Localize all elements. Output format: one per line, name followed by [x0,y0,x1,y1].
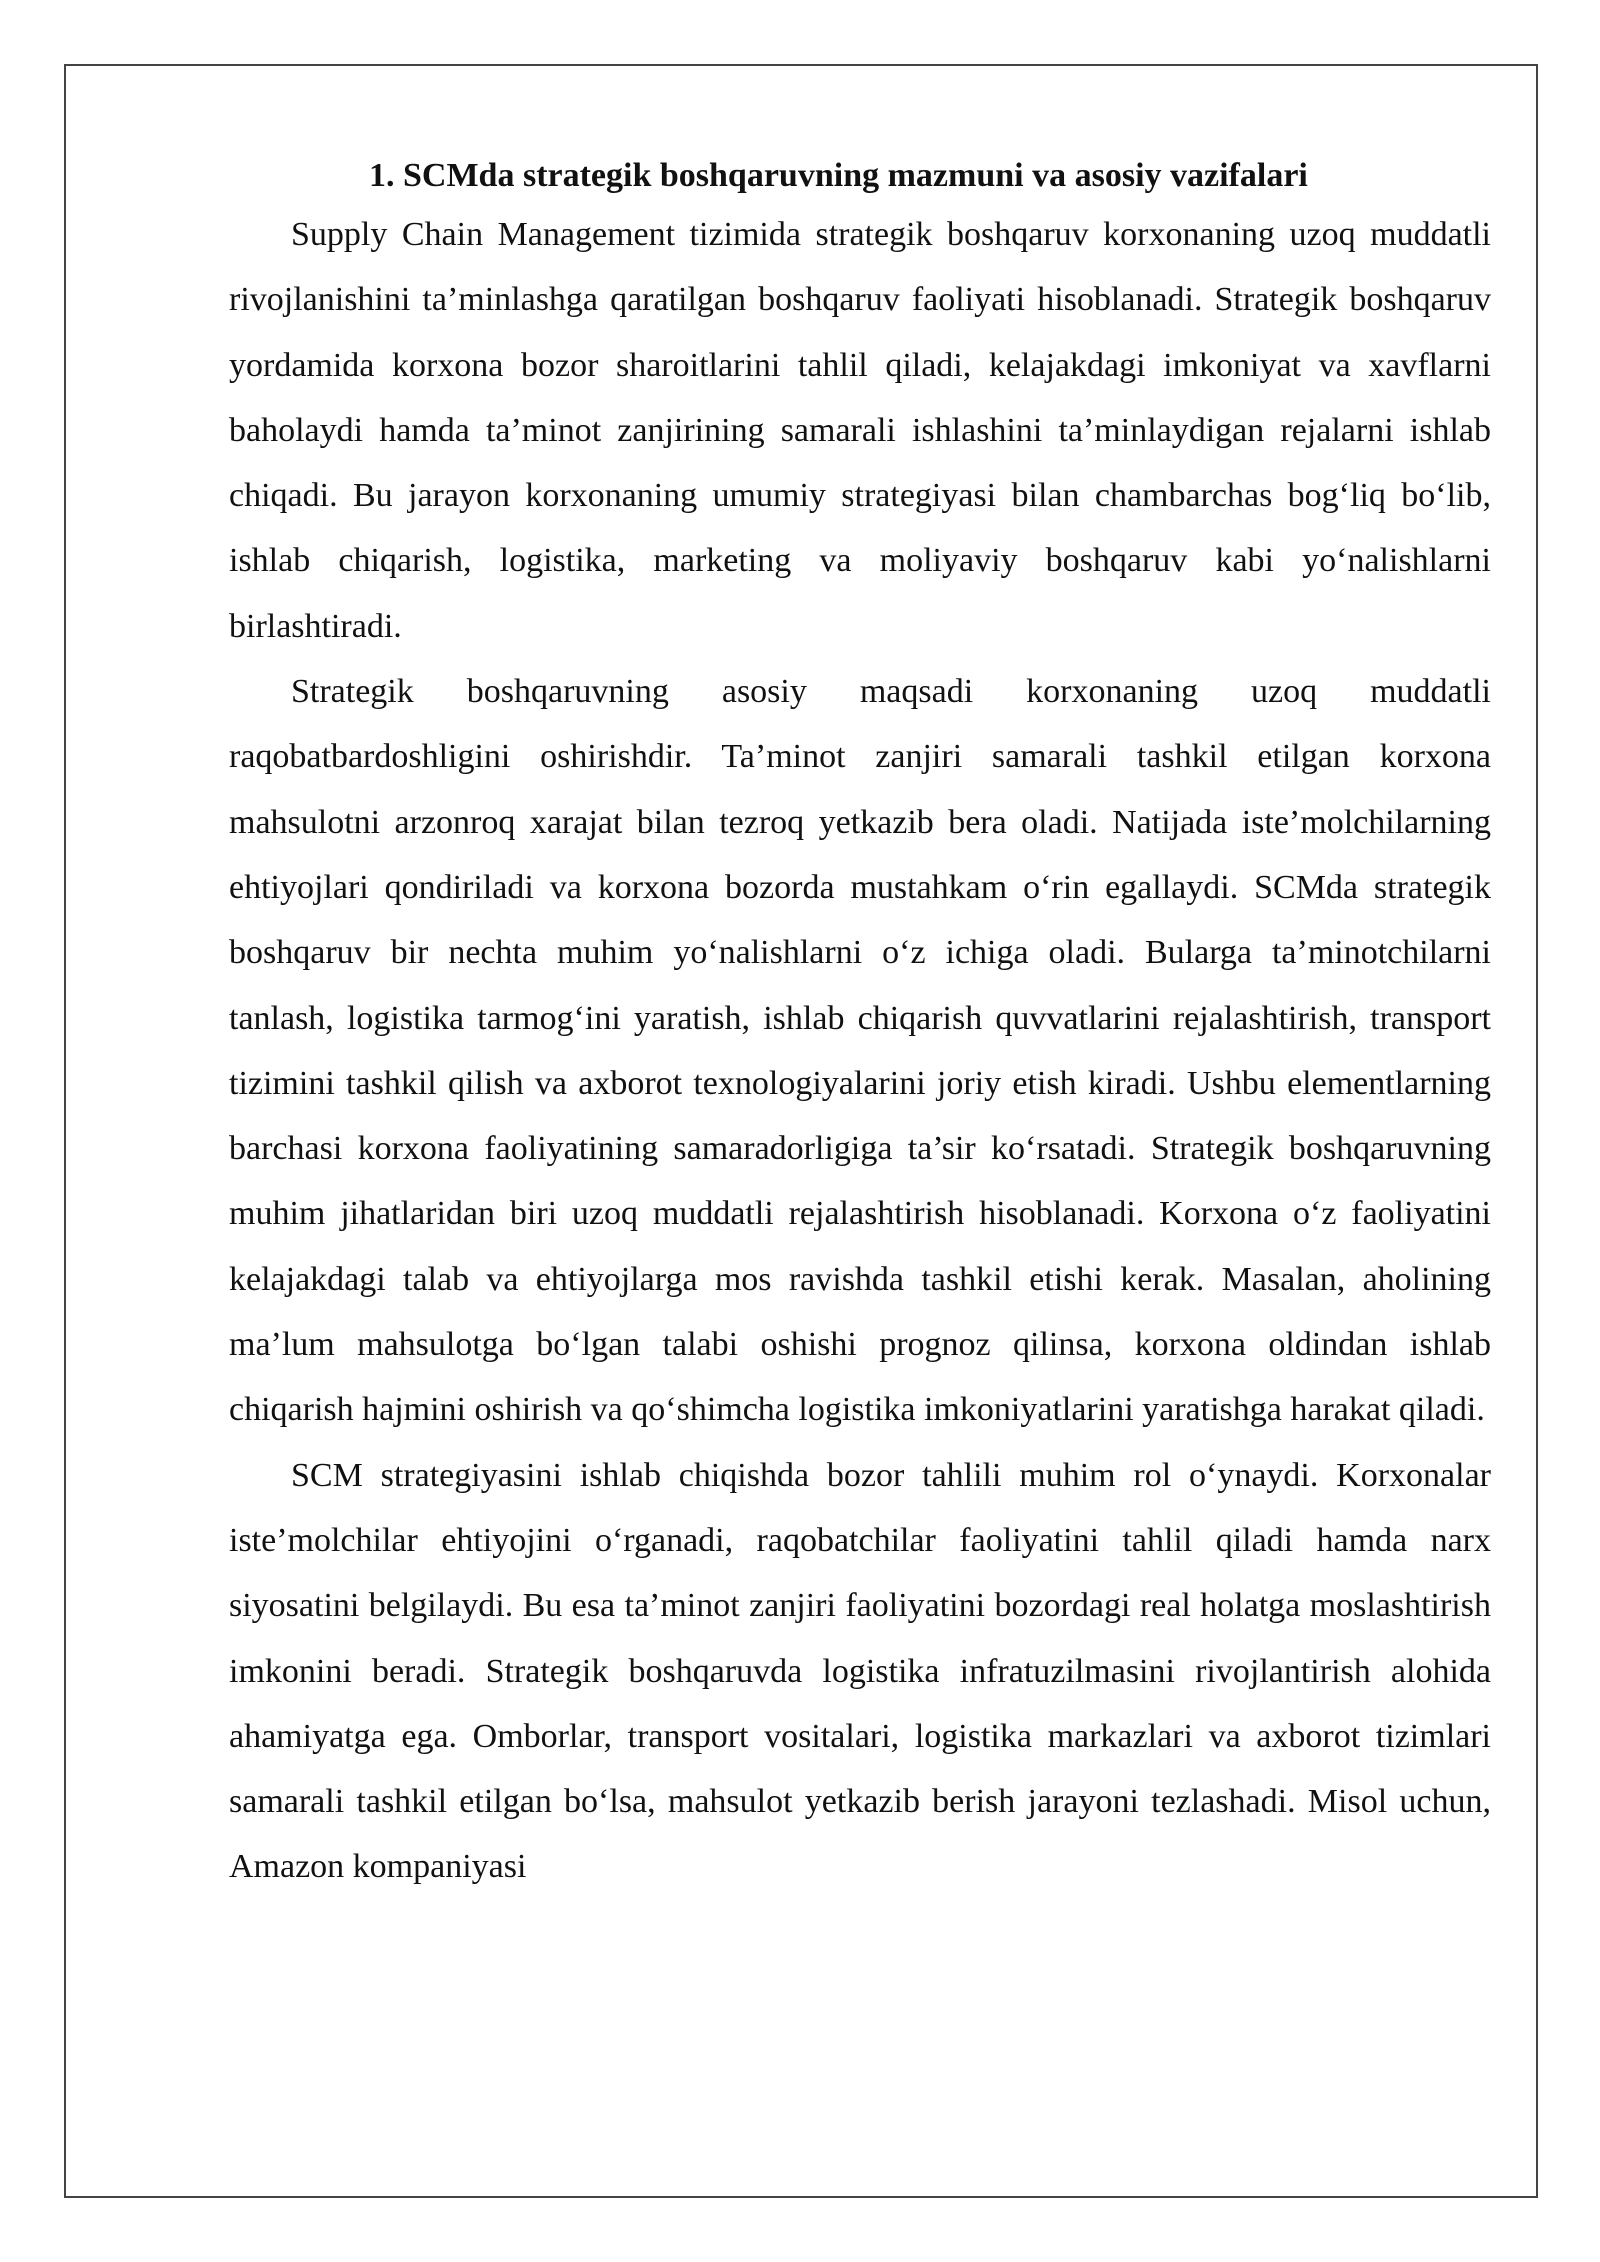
paragraph: Supply Chain Management tizimida strategik boshqaruv korxonaning uzoq muddatli rivojlanishini ta’minlashga qaratilgan boshqaruv faoliyati hisoblanadi. Strategik boshqaruv yordamida korxona bozor sharoitlarini tahlil qiladi, kelajakdagi imkoniyat va xavflarni baholaydi hamda ta’minot zanjirining samarali ishlashini ta’minlaydigan rejalarni ishlab chiqadi. Bu jarayon korxonaning umumiy strategiyasi bilan chambarchas bog‘liq bo‘lib, ishlab chiqarish, logistika, marketing va moliyaviy boshqaruv kabi yo‘nalishlarni birlashtiradi. [229,216,1491,645]
paragraph: SCM strategiyasini ishlab chiqishda bozor tahlili muhim rol o‘ynaydi. Korxonalar iste’molchilar ehtiyojini o‘rganadi, raqobatchilar faoliyatini tahlil qiladi hamda narx siyosatini belgilaydi. Bu esa ta’minot zanjiri faoliyatini bozordagi real holatga moslashtirish imkonini beradi. Strategik boshqaruvda logistika infratuzilmasini rivojlantirish alohida ahamiyatga ega. Omborlar, transport vositalari, logistika markazlari va axborot tizimlari samarali tashkil etilgan bo‘lsa, mahsulot yetkazib berish jarayoni tezlashadi. Misol uchun, Amazon kompaniyasi [229,1456,1491,1886]
section-heading: 1. SCMda strategik boshqaruvning mazmuni va asosiy vazifalari [369,157,1308,194]
document-body [229,150,1491,1900]
paragraph: Strategik boshqaruvning asosiy maqsadi korxonaning uzoq muddatli raqobatbardoshligini oshirishdir. Ta’minot zanjiri samarali tashkil etilgan korxona mahsulotni arzonroq xarajat bilan tezroq yetkazib bera oladi. Natijada iste’molchilarning ehtiyojlari qondiriladi va korxona bozorda mustahkam o‘rin egallaydi. SCMda strategik boshqaruv bir nechta muhim yo‘nalishlarni o‘z ichiga oladi. Bularga ta’minotchilarni tanlash, logistika tarmog‘ini yaratish, ishlab chiqarish quvvatlarini rejalashtirish, transport tizimini tashkil qilish va axborot texnologiyalarini joriy etish kiradi. Ushbu elementlarning barchasi korxona faoliyatining samaradorligiga ta’sir ko‘rsatadi. Strategik boshqaruvning muhim jihatlaridan biri uzoq muddatli rejalashtirish hisoblanadi. Korxona o‘z faoliyatini kelajakdagi talab va ehtiyojlarga mos ravishda tashkil etishi kerak. Masalan, aholining ma’lum mahsulotga bo‘lgan talabi oshishi prognoz qilinsa, korxona oldindan ishlab chiqarish hajmini oshirish va qo‘shimcha logistika imkoniyatlarini yaratishga harakat qiladi. [229,673,1491,1429]
